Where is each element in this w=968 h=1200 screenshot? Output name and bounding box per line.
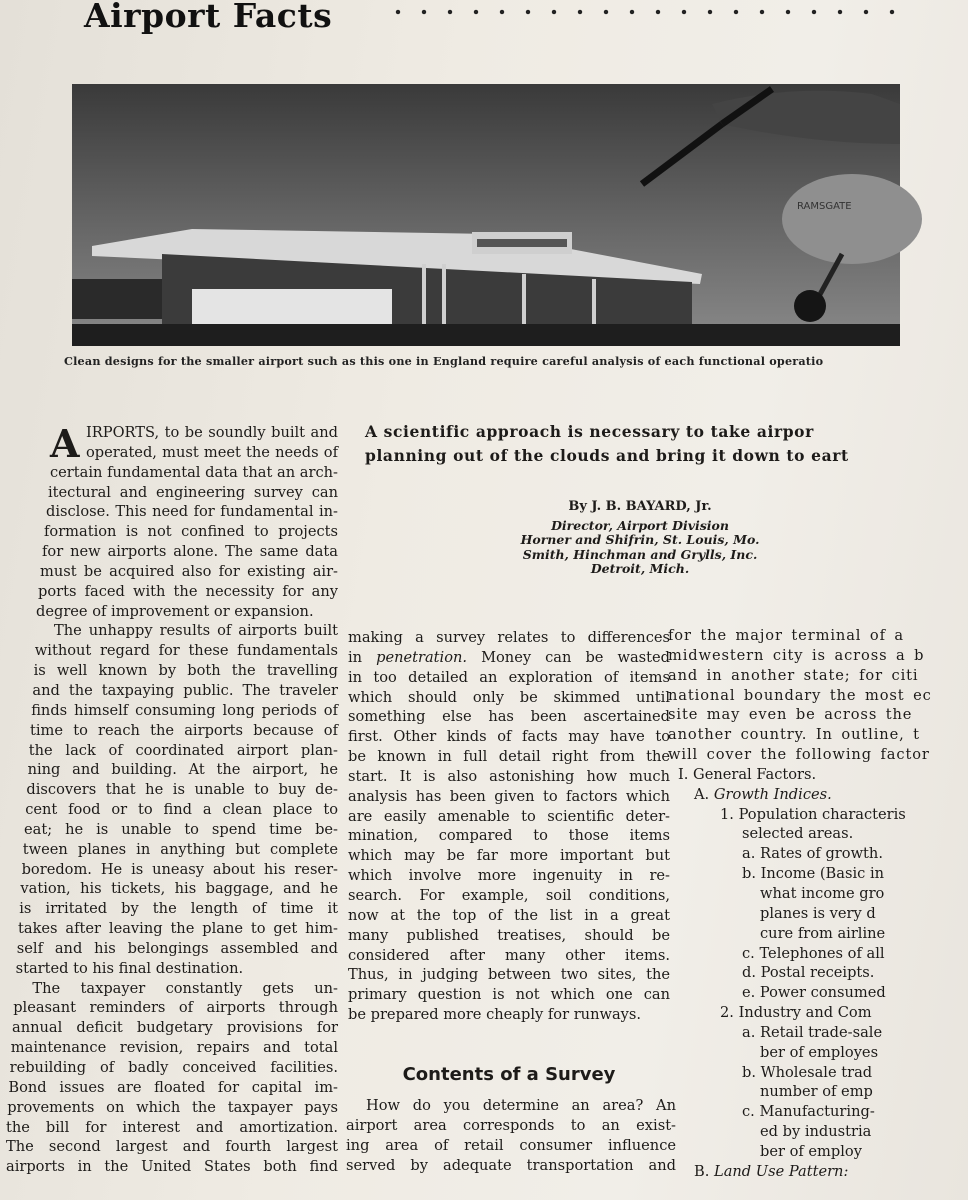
text: degree of improvement or expansion. <box>36 602 314 620</box>
text: planes is very d <box>760 904 876 922</box>
masthead-title: Airport Facts <box>84 0 333 35</box>
text: ing area of retail consumer influence <box>346 1136 676 1154</box>
text-line <box>35 641 338 661</box>
affiliation: Horner and Shifrin, St. Louis, Mo. <box>520 532 760 547</box>
text: annual deficit budgetary provisions for <box>12 1019 338 1037</box>
text-line <box>678 765 968 785</box>
text-line <box>742 824 968 844</box>
text: A. <box>694 785 714 803</box>
text-line <box>348 846 670 866</box>
text: cent food or to find a clean place to <box>25 801 338 819</box>
text: B. <box>694 1162 715 1180</box>
text: for the major terminal of a <box>668 627 905 644</box>
text: mination, compared to those items <box>348 827 670 845</box>
article-column-2 <box>348 628 670 1025</box>
affiliation: Smith, Hinchman and Grylls, Inc. <box>522 546 758 562</box>
text: what income gro <box>760 884 885 902</box>
text: for new airports alone. The same data <box>42 543 338 561</box>
text: started to his final destination. <box>15 959 244 977</box>
text: ber of employes <box>760 1043 879 1061</box>
text: number of emp <box>760 1083 873 1101</box>
text-line <box>760 1043 968 1063</box>
text-line <box>46 502 338 522</box>
text-line <box>86 443 338 463</box>
text: is irritated by the length of time it <box>19 900 338 918</box>
text-line <box>32 681 338 701</box>
text-line <box>346 1156 676 1176</box>
text-line <box>720 805 968 825</box>
text-line <box>6 1137 338 1157</box>
text-line <box>348 807 670 827</box>
text: which should only be skimmed until <box>348 688 670 706</box>
text-line <box>760 904 968 924</box>
italic-text: Land Use Pattern: <box>714 1162 849 1180</box>
text: and the taxpaying public. The traveler <box>32 681 338 699</box>
text-line <box>19 899 338 919</box>
text: which may be far more important but <box>348 847 670 865</box>
text: the lack of coordinated airport plan- <box>28 741 338 759</box>
text-line <box>720 1003 968 1023</box>
text: c. Telephones of all <box>742 944 885 962</box>
text: analysis has been given to factors which <box>348 787 670 805</box>
author: By J. B. BAYARD, Jr. <box>568 499 712 514</box>
text-line <box>348 1005 670 1025</box>
text: which involve more ingenuity in re- <box>348 867 670 885</box>
text-line <box>348 747 670 767</box>
text: discovers that he is unable to buy de- <box>26 781 338 799</box>
text-line <box>17 939 338 959</box>
text: pleasant reminders of airports through <box>13 999 338 1017</box>
deck-line: A scientific approach is necessary to take airpor <box>365 422 814 441</box>
text-line <box>694 785 968 805</box>
text-line <box>348 985 670 1005</box>
text-line <box>348 707 670 727</box>
article-column-3 <box>668 626 968 1182</box>
text-line <box>668 666 968 686</box>
text-line <box>742 963 968 983</box>
text: Thus, in judging between two sites, the <box>348 966 670 984</box>
text: maintenance revision, repairs and total <box>10 1039 338 1057</box>
text: eat; he is unable to spend time be- <box>24 820 338 838</box>
byline <box>470 500 810 577</box>
text-line <box>50 463 338 483</box>
text-line <box>6 1157 338 1177</box>
text: the bill for interest and amortization. <box>6 1118 338 1136</box>
text: boredom. He is uneasy about his reser- <box>21 860 338 878</box>
text: site may even be across the <box>668 706 913 724</box>
text-line <box>22 860 338 880</box>
text: and in another state; for citi <box>668 666 919 684</box>
dotted-rule <box>385 6 900 18</box>
text: is well known by both the travelling <box>33 662 338 680</box>
text: disclose. This need for fundamental in- <box>46 503 338 521</box>
text-line <box>30 721 338 741</box>
text-line <box>742 844 968 864</box>
text: tween planes in anything but complete <box>22 840 338 858</box>
text: be known in full detail right from the <box>348 748 670 766</box>
text: itectural and engineering survey can <box>48 483 338 501</box>
text: self and his belongings assembled and <box>16 939 338 957</box>
text: Bond issues are floated for capital im- <box>8 1078 338 1096</box>
text-line <box>348 826 670 846</box>
text-line <box>760 1122 968 1142</box>
text: c. Manufacturing- <box>742 1103 875 1121</box>
text-line <box>668 725 968 745</box>
text-line <box>348 727 670 747</box>
text-line <box>742 1023 968 1043</box>
text-line <box>742 944 968 964</box>
text: e. Power consumed <box>742 984 886 1002</box>
text-line <box>694 1162 968 1182</box>
article-deck <box>365 420 849 468</box>
drop-cap: A <box>50 421 80 466</box>
text-line <box>668 745 968 765</box>
text: making a survey relates to differences <box>348 629 670 646</box>
text-line <box>34 661 338 681</box>
airport-photo <box>72 84 900 346</box>
text: takes after leaving the plane to get him- <box>18 920 338 938</box>
text-line <box>348 648 670 668</box>
text: search. For example, soil conditions, <box>348 886 670 904</box>
text: time to reach the airports because of <box>30 721 338 739</box>
text-line <box>348 886 670 906</box>
text: d. Postal receipts. <box>742 964 875 982</box>
text: will cover the following factor <box>668 746 930 764</box>
text-line <box>24 820 338 840</box>
text: How do you determine an area? An <box>366 1097 676 1114</box>
text-line <box>20 879 338 899</box>
text-line <box>86 423 338 443</box>
text: without regard for these fundamentals <box>34 642 338 660</box>
deck-line: planning out of the clouds and bring it down to eart <box>365 446 849 465</box>
text-line <box>760 1142 968 1162</box>
text: formation is not confined to projects <box>44 523 338 541</box>
text-line <box>18 919 338 939</box>
text: b. Wholesale trad <box>742 1063 873 1081</box>
text: finds himself consuming long periods of <box>31 701 338 719</box>
text-line <box>11 1038 338 1058</box>
text-line <box>348 767 670 787</box>
text-line <box>48 483 338 503</box>
text-line <box>29 741 338 761</box>
text-line <box>28 760 338 780</box>
text-line <box>31 701 338 721</box>
text-line <box>348 688 670 708</box>
text-line <box>40 562 338 582</box>
text-line <box>346 1136 676 1156</box>
text-line <box>348 946 670 966</box>
text-line <box>742 1063 968 1083</box>
text: served by adequate transportation and <box>346 1156 676 1174</box>
text-line <box>760 924 968 944</box>
text-line <box>13 998 338 1018</box>
text: something else has been ascertained <box>348 708 670 726</box>
text: midwestern city is across a b <box>668 646 925 664</box>
text-line <box>8 1078 338 1098</box>
text: a. Retail trade-sale <box>742 1023 883 1041</box>
text: rebuilding of badly conceived facilities. <box>9 1059 338 1076</box>
text-line <box>36 602 338 622</box>
text-line <box>668 646 968 666</box>
text: must be acquired also for existing air- <box>40 562 338 580</box>
text-line <box>742 1102 968 1122</box>
text: The unhappy results of airports built <box>54 622 338 640</box>
text: selected areas. <box>742 825 854 843</box>
text-line <box>760 1082 968 1102</box>
text-line <box>668 686 968 706</box>
text-line <box>348 628 670 648</box>
text-line <box>14 979 338 999</box>
affiliation: Detroit, Mich. <box>590 561 690 576</box>
text: The second largest and fourth largest <box>6 1138 338 1156</box>
text-line <box>348 787 670 807</box>
text-line <box>668 626 968 646</box>
text: Money can be wasted <box>467 648 670 666</box>
text: in too detailed an exploration of items <box>348 668 670 686</box>
text: The taxpayer constantly gets un- <box>32 979 338 997</box>
text: now at the top of the list in a great <box>348 906 670 924</box>
text-line <box>348 965 670 985</box>
article-column-1 <box>6 423 338 1177</box>
text: airport area corresponds to an exist- <box>346 1116 676 1134</box>
text-line <box>742 983 968 1003</box>
text: b. Income (Basic in <box>742 865 885 883</box>
text: considered after many other items. <box>348 946 670 964</box>
text: be prepared more cheaply for runways. <box>348 1006 642 1024</box>
article-column-2-continued <box>346 1096 676 1175</box>
text: ning and building. At the airport, he <box>27 761 338 779</box>
text: are easily amenable to scientific deter- <box>348 807 670 825</box>
italic-text: Growth Indices. <box>713 785 832 803</box>
text: start. It is also astonishing how much <box>348 767 670 785</box>
text: in <box>348 648 377 666</box>
aircraft-marking: RAMSGATE <box>797 201 852 212</box>
text: a. Rates of growth. <box>742 845 883 863</box>
text-line <box>742 864 968 884</box>
text: provements on which the taxpayer pays <box>7 1098 338 1116</box>
text: first. Other kinds of facts may have to <box>348 728 670 746</box>
text-line <box>36 621 338 641</box>
text: ports faced with the necessity for any <box>38 582 338 600</box>
text: national boundary the most ec <box>668 686 932 704</box>
text: 2. Industry and Com <box>720 1004 872 1022</box>
text-line <box>42 542 338 562</box>
text-line <box>25 800 338 820</box>
text-line <box>760 884 968 904</box>
text: airports in the United States both find <box>6 1158 338 1176</box>
text: cure from airline <box>760 924 886 942</box>
text-line <box>16 959 338 979</box>
text-line <box>668 705 968 725</box>
text: 1. Population characteris <box>720 805 906 823</box>
text: primary question is not which one can <box>348 986 670 1004</box>
text-line <box>7 1098 338 1118</box>
text: ed by industria <box>760 1123 872 1141</box>
text: operated, must meet the needs of <box>86 443 338 461</box>
text-line <box>348 668 670 688</box>
text-line <box>6 1118 338 1138</box>
text: ber of employ <box>760 1142 862 1160</box>
text-line <box>26 780 338 800</box>
text-line <box>346 1116 676 1136</box>
text-line <box>348 866 670 886</box>
affiliation: Director, Airport Division <box>551 517 729 533</box>
text: another country. In outline, t <box>668 726 920 744</box>
text: many published treatises, should be <box>348 926 670 944</box>
text: IRPORTS, to be soundly built and <box>86 424 338 441</box>
text-line <box>348 906 670 926</box>
text-line <box>23 840 338 860</box>
text-line <box>44 522 338 542</box>
text: vation, his tickets, his baggage, and he <box>20 880 338 898</box>
text-line <box>38 582 338 602</box>
text-line <box>10 1058 338 1078</box>
photo-caption: Clean designs for the smaller airport such as this one in England require careful analysis of each functional operatio <box>64 354 824 368</box>
italic-text: penetration. <box>376 648 468 666</box>
text-line <box>346 1096 676 1116</box>
text-line <box>12 1018 338 1038</box>
section-heading: Contents of a Survey <box>402 1064 616 1085</box>
text-line <box>348 926 670 946</box>
text: I. General Factors. <box>678 765 817 783</box>
text: certain fundamental data that an arch- <box>50 463 338 481</box>
